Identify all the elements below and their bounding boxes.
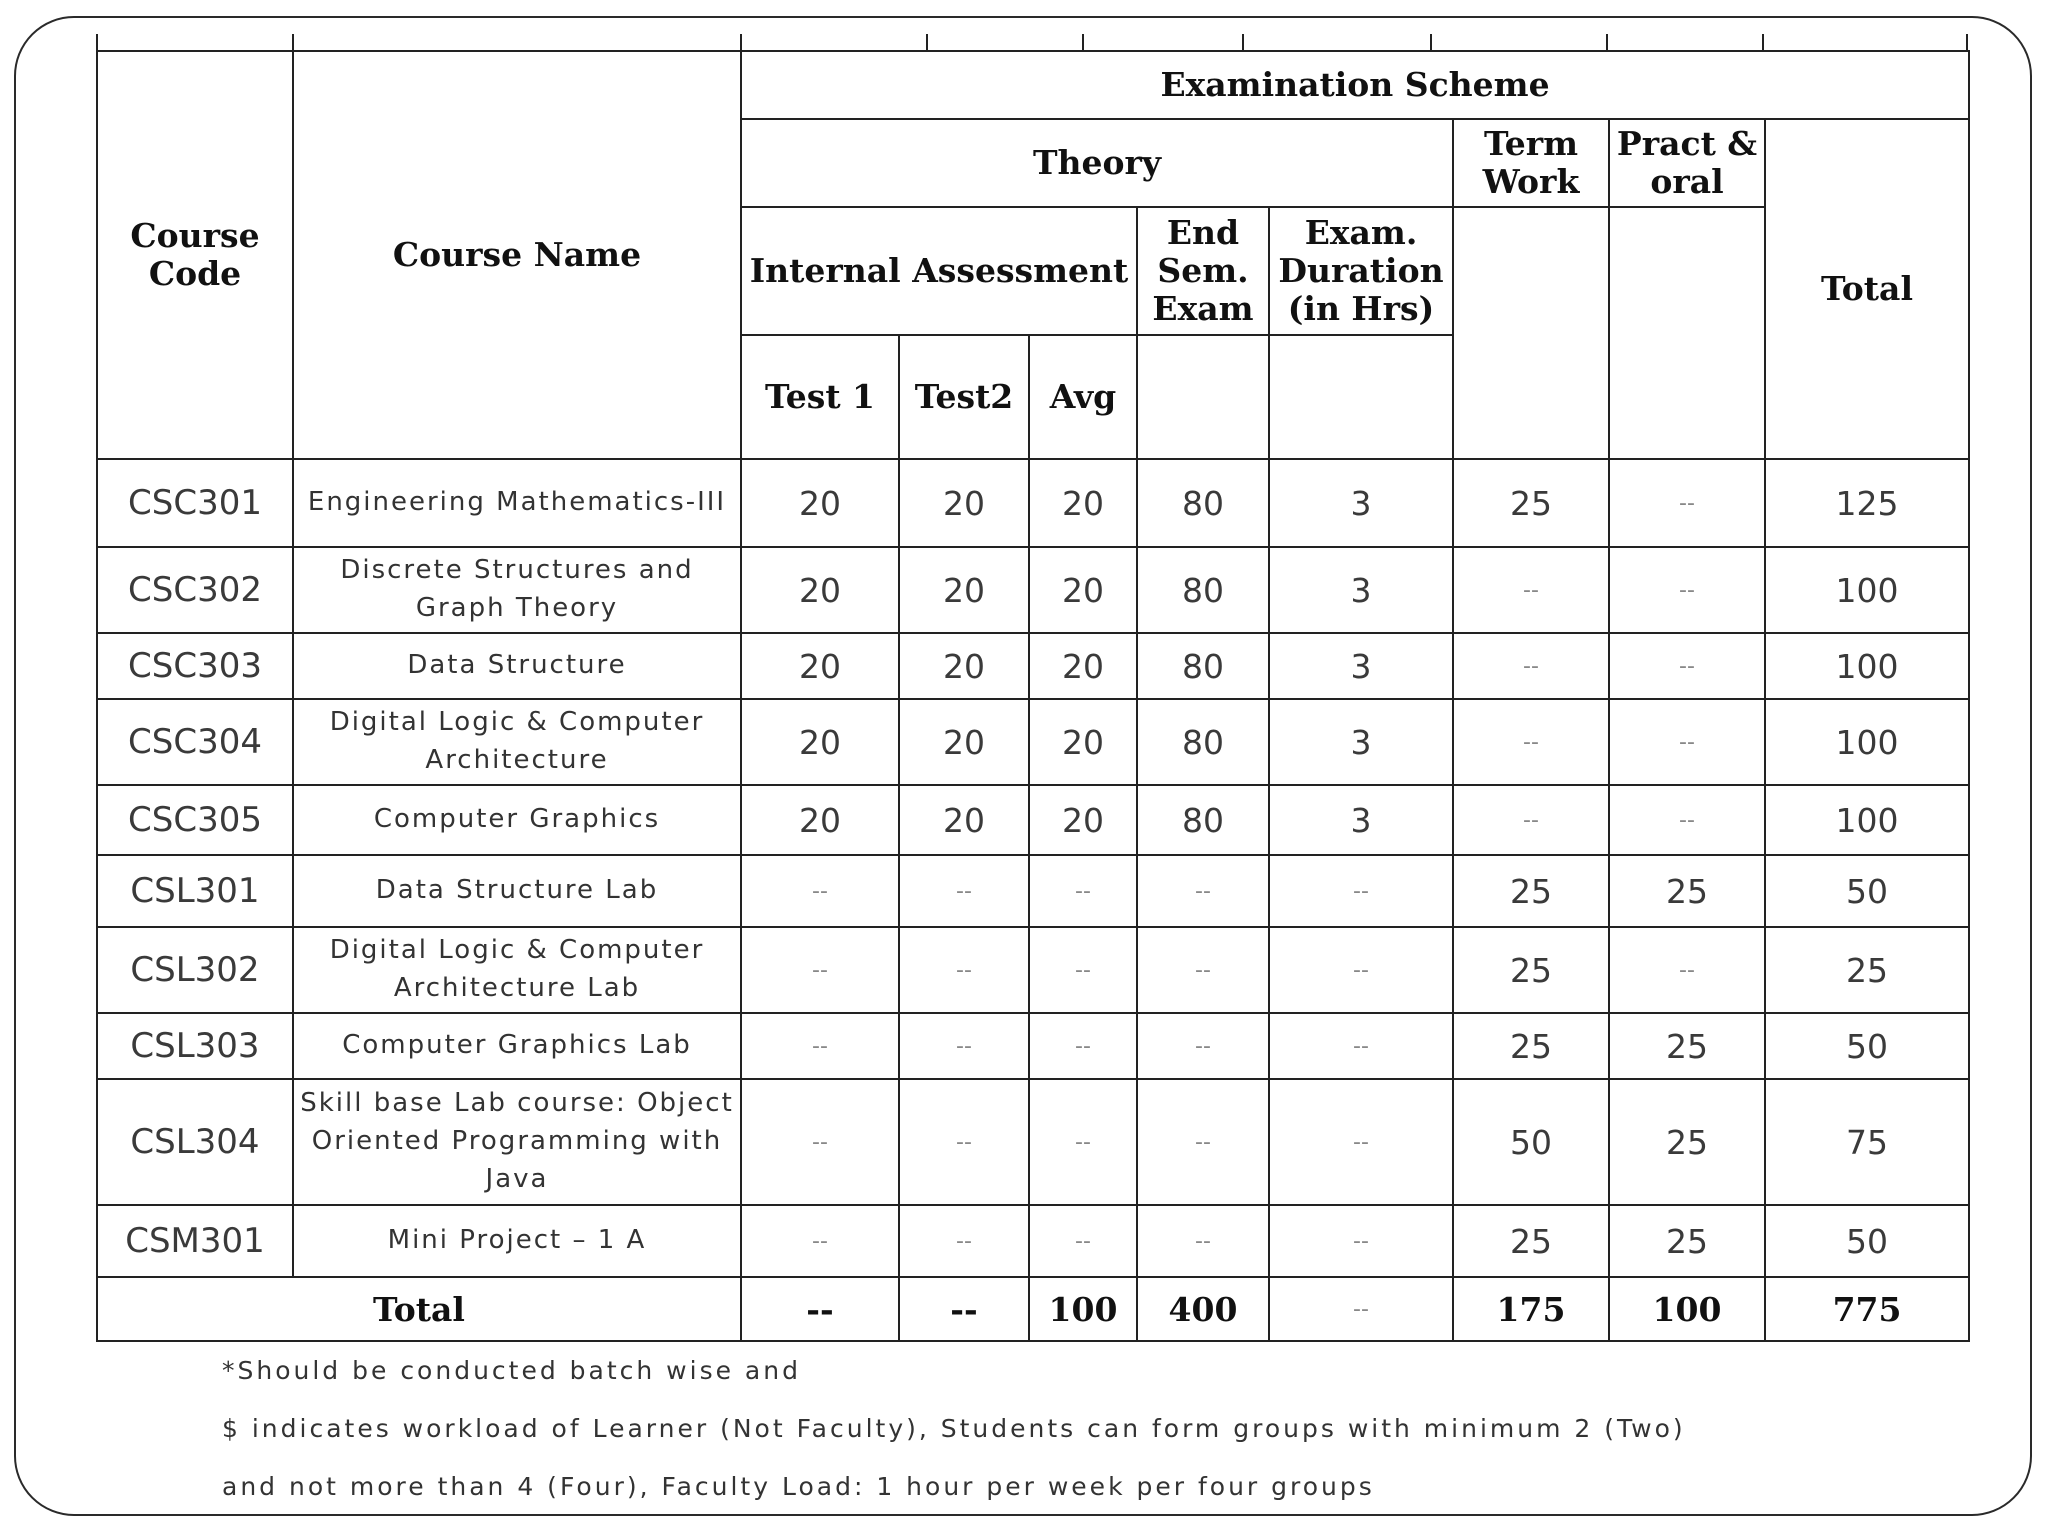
- test1-cell: --: [741, 1205, 899, 1277]
- header-duration-blank: [1269, 335, 1453, 459]
- end-sem-cell: --: [1137, 855, 1269, 927]
- test1-cell: 20: [741, 699, 899, 785]
- duration-cell: --: [1269, 1013, 1453, 1079]
- total-pract-oral-cell: 100: [1609, 1277, 1765, 1341]
- end-sem-cell: 80: [1137, 699, 1269, 785]
- header-theory: Theory: [741, 119, 1453, 207]
- course-name-cell: Computer Graphics: [293, 785, 741, 855]
- total-total-cell: 775: [1765, 1277, 1969, 1341]
- header-test2: Test2: [899, 335, 1029, 459]
- total-cell: 100: [1765, 785, 1969, 855]
- term-work-cell: 25: [1453, 927, 1609, 1013]
- header-internal-assessment: Internal Assessment: [741, 207, 1137, 335]
- test2-cell: --: [899, 1205, 1029, 1277]
- pract-oral-cell: --: [1609, 699, 1765, 785]
- course-name-cell: Digital Logic & Computer Architecture: [293, 699, 741, 785]
- pract-oral-cell: 25: [1609, 855, 1765, 927]
- test2-cell: --: [899, 855, 1029, 927]
- table-row: [97, 927, 1969, 1013]
- end-sem-cell: --: [1137, 1205, 1269, 1277]
- course-code-cell: CSC303: [97, 633, 293, 699]
- table-row: [97, 855, 1969, 927]
- course-code-cell: CSL301: [97, 855, 293, 927]
- term-work-cell: 50: [1453, 1079, 1609, 1205]
- course-code-cell: CSC302: [97, 547, 293, 633]
- total-cell: 125: [1765, 459, 1969, 547]
- table-row: [97, 547, 1969, 633]
- avg-cell: 20: [1029, 459, 1137, 547]
- test1-cell: --: [741, 1079, 899, 1205]
- footnote-line-3: and not more than 4 (Four), Faculty Load: 1 hour per week per four groups: [222, 1472, 1375, 1501]
- avg-cell: 20: [1029, 785, 1137, 855]
- duration-cell: 3: [1269, 633, 1453, 699]
- end-sem-cell: 80: [1137, 459, 1269, 547]
- term-work-cell: --: [1453, 633, 1609, 699]
- header-end-sem-exam: End Sem. Exam: [1137, 207, 1269, 335]
- total-cell: 25: [1765, 927, 1969, 1013]
- header-course-name: Course Name: [293, 51, 741, 459]
- total-end-sem-cell: 400: [1137, 1277, 1269, 1341]
- avg-cell: --: [1029, 1079, 1137, 1205]
- test1-cell: 20: [741, 547, 899, 633]
- footnote-line-1: *Should be conducted batch wise and: [222, 1356, 801, 1385]
- total-test1-cell: --: [741, 1277, 899, 1341]
- avg-cell: --: [1029, 1205, 1137, 1277]
- header-test1: Test 1: [741, 335, 899, 459]
- header-pract-oral: Pract & oral: [1609, 119, 1765, 207]
- course-name-cell: Mini Project – 1 A: [293, 1205, 741, 1277]
- table-row: [97, 1013, 1969, 1079]
- table-row: [97, 1205, 1969, 1277]
- duration-cell: 3: [1269, 459, 1453, 547]
- total-cell: 75: [1765, 1079, 1969, 1205]
- examination-scheme-table: [96, 50, 1970, 1342]
- total-cell: 50: [1765, 1205, 1969, 1277]
- duration-cell: 3: [1269, 785, 1453, 855]
- end-sem-cell: 80: [1137, 785, 1269, 855]
- total-cell: 100: [1765, 547, 1969, 633]
- test1-cell: 20: [741, 785, 899, 855]
- header-pract-oral-blank: [1609, 207, 1765, 459]
- header-total: Total: [1765, 119, 1969, 459]
- pract-oral-cell: --: [1609, 927, 1765, 1013]
- end-sem-cell: --: [1137, 1013, 1269, 1079]
- test2-cell: --: [899, 927, 1029, 1013]
- test1-cell: 20: [741, 633, 899, 699]
- course-code-cell: CSM301: [97, 1205, 293, 1277]
- pract-oral-cell: 25: [1609, 1013, 1765, 1079]
- table-row: [97, 785, 1969, 855]
- term-work-cell: --: [1453, 547, 1609, 633]
- table-row: [97, 633, 1969, 699]
- avg-cell: --: [1029, 927, 1137, 1013]
- course-name-cell: Engineering Mathematics-III: [293, 459, 741, 547]
- header-term-work: Term Work: [1453, 119, 1609, 207]
- header-avg: Avg: [1029, 335, 1137, 459]
- duration-cell: --: [1269, 855, 1453, 927]
- course-name-cell: Skill base Lab course: Object Oriented Programming with Java: [293, 1079, 741, 1205]
- course-name-cell: Digital Logic & Computer Architecture Lab: [293, 927, 741, 1013]
- term-work-cell: 25: [1453, 1205, 1609, 1277]
- course-name-cell: Computer Graphics Lab: [293, 1013, 741, 1079]
- total-test2-cell: --: [899, 1277, 1029, 1341]
- course-name-cell: Discrete Structures and Graph Theory: [293, 547, 741, 633]
- avg-cell: --: [1029, 855, 1137, 927]
- total-label-cell: Total: [97, 1277, 741, 1341]
- test2-cell: --: [899, 1079, 1029, 1205]
- table-row: [97, 1079, 1969, 1205]
- term-work-cell: 25: [1453, 855, 1609, 927]
- header-examination-scheme: Examination Scheme: [741, 51, 1969, 119]
- total-cell: 50: [1765, 1013, 1969, 1079]
- pract-oral-cell: --: [1609, 547, 1765, 633]
- course-code-cell: CSL302: [97, 927, 293, 1013]
- footnotes: [222, 1342, 1982, 1516]
- end-sem-cell: --: [1137, 1079, 1269, 1205]
- term-work-cell: --: [1453, 699, 1609, 785]
- test2-cell: 20: [899, 633, 1029, 699]
- duration-cell: --: [1269, 1079, 1453, 1205]
- end-sem-cell: 80: [1137, 547, 1269, 633]
- header-end-sem-blank: [1137, 335, 1269, 459]
- total-duration-cell: --: [1269, 1277, 1453, 1341]
- end-sem-cell: 80: [1137, 633, 1269, 699]
- duration-cell: --: [1269, 927, 1453, 1013]
- test2-cell: 20: [899, 459, 1029, 547]
- test1-cell: --: [741, 927, 899, 1013]
- header-course-code: Course Code: [97, 51, 293, 459]
- total-term-work-cell: 175: [1453, 1277, 1609, 1341]
- course-code-cell: CSC301: [97, 459, 293, 547]
- avg-cell: 20: [1029, 547, 1137, 633]
- duration-cell: 3: [1269, 699, 1453, 785]
- total-cell: 100: [1765, 633, 1969, 699]
- end-sem-cell: --: [1137, 927, 1269, 1013]
- total-avg-cell: 100: [1029, 1277, 1137, 1341]
- test1-cell: --: [741, 855, 899, 927]
- avg-cell: 20: [1029, 633, 1137, 699]
- pract-oral-cell: --: [1609, 633, 1765, 699]
- term-work-cell: 25: [1453, 459, 1609, 547]
- duration-cell: --: [1269, 1205, 1453, 1277]
- test2-cell: 20: [899, 699, 1029, 785]
- pract-oral-cell: --: [1609, 459, 1765, 547]
- course-code-cell: CSL303: [97, 1013, 293, 1079]
- course-code-cell: CSL304: [97, 1079, 293, 1205]
- pract-oral-cell: 25: [1609, 1205, 1765, 1277]
- total-cell: 100: [1765, 699, 1969, 785]
- pract-oral-cell: 25: [1609, 1079, 1765, 1205]
- test2-cell: 20: [899, 785, 1029, 855]
- test2-cell: --: [899, 1013, 1029, 1079]
- header-term-work-blank: [1453, 207, 1609, 459]
- course-code-cell: CSC304: [97, 699, 293, 785]
- table-row: [97, 459, 1969, 547]
- total-row: [97, 1277, 1969, 1341]
- test2-cell: 20: [899, 547, 1029, 633]
- term-work-cell: 25: [1453, 1013, 1609, 1079]
- course-name-cell: Data Structure Lab: [293, 855, 741, 927]
- course-code-cell: CSC305: [97, 785, 293, 855]
- footnote-line-2: $ indicates workload of Learner (Not Faculty), Students can form groups with minimum 2 (Two): [222, 1414, 1686, 1443]
- course-name-cell: Data Structure: [293, 633, 741, 699]
- term-work-cell: --: [1453, 785, 1609, 855]
- header-exam-duration: Exam. Duration (in Hrs): [1269, 207, 1453, 335]
- test1-cell: 20: [741, 459, 899, 547]
- test1-cell: --: [741, 1013, 899, 1079]
- avg-cell: --: [1029, 1013, 1137, 1079]
- table-row: [97, 699, 1969, 785]
- pract-oral-cell: --: [1609, 785, 1765, 855]
- total-cell: 50: [1765, 855, 1969, 927]
- avg-cell: 20: [1029, 699, 1137, 785]
- duration-cell: 3: [1269, 547, 1453, 633]
